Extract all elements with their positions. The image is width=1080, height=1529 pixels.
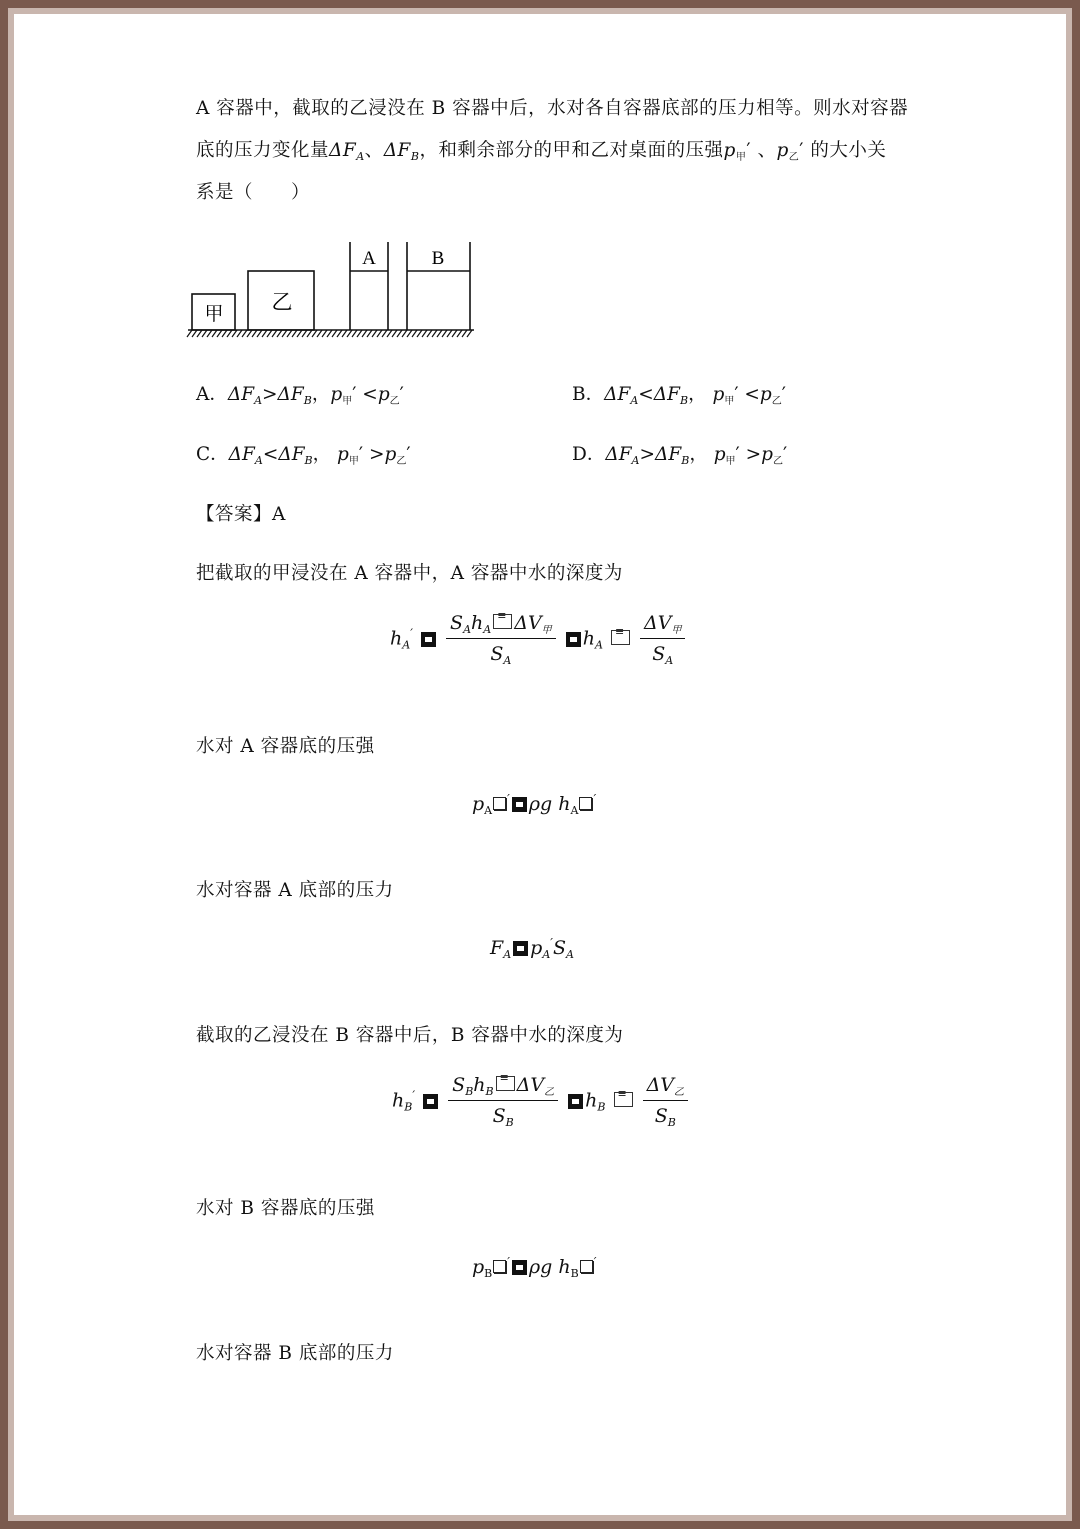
- ground-hatch: [257, 330, 262, 337]
- ground-hatch: [432, 330, 437, 337]
- ground-hatch: [467, 330, 472, 337]
- equation-pb: $p_B'$ ρg $h_B'$: [472, 1255, 597, 1280]
- ground-hatch: [297, 330, 302, 337]
- ground-hatch: [412, 330, 417, 337]
- ground-hatch: [277, 330, 282, 337]
- missing-glyph-icon: [579, 797, 592, 810]
- ground-hatch: [362, 330, 367, 337]
- solution-line-6: 水对容器 B 底部的压力: [196, 1343, 394, 1364]
- missing-glyph-icon: [580, 1260, 593, 1273]
- equation-pa: $p_A'$ ρg $h_A'$: [472, 792, 597, 817]
- ground-hatch: [462, 330, 467, 337]
- ground-hatch: [197, 330, 202, 337]
- question-line-3: 系是（ ）: [196, 182, 311, 203]
- missing-glyph-icon: [493, 797, 506, 810]
- ground-hatch: [232, 330, 237, 337]
- equals-glyph-icon: [421, 632, 436, 647]
- ground-hatch: [417, 330, 422, 337]
- option-a: A．$\Delta F_A>\Delta F_B$，$p_甲' <p_乙'$: [196, 384, 404, 407]
- ground-hatch: [392, 330, 397, 337]
- equation-hb: $h_B'$ $\frac{S_Bh_B\equiv \Delta V_乙}{S_B}$ $h_B$ ≡ $\frac{\Delta V_乙}{S_B}$: [392, 1074, 690, 1129]
- ground-hatch: [387, 330, 392, 337]
- ground-hatch: [442, 330, 447, 337]
- ground-hatch: [207, 330, 212, 337]
- fraction: $\frac{S_Bh_B\equiv \Delta V_乙}{S_B}$: [448, 1074, 558, 1129]
- plus-glyph-icon: [614, 1092, 633, 1107]
- ground-hatch: [312, 330, 317, 337]
- ground-hatch: [377, 330, 382, 337]
- label-container-b: B: [431, 248, 445, 269]
- fraction: $\frac{S_Ah_A\equiv \Delta V_甲}{S_A}$: [446, 612, 556, 667]
- ground-hatch: [347, 330, 352, 337]
- ground-hatch: [372, 330, 377, 337]
- ground-hatch: [447, 330, 452, 337]
- option-b: B．$\Delta F_A<\Delta F_B$， $p_甲' <p_乙'$: [572, 384, 786, 407]
- ground-hatch: [222, 330, 227, 337]
- equals-glyph-icon: [423, 1094, 438, 1109]
- ground-hatch: [422, 330, 427, 337]
- ground-hatch: [292, 330, 297, 337]
- ground-hatch: [282, 330, 287, 337]
- ground-hatch: [382, 330, 387, 337]
- ground-hatch: [457, 330, 462, 337]
- label-jia: 甲: [204, 303, 224, 325]
- ground-hatch: [262, 330, 267, 337]
- ground-hatch: [192, 330, 197, 337]
- solution-line-4: 截取的乙浸没在 B 容器中后，B 容器中水的深度为: [196, 1025, 624, 1046]
- solution-line-5: 水对 B 容器底的压强: [196, 1198, 375, 1219]
- ground-hatch: [212, 330, 217, 337]
- solution-line-2: 水对 A 容器底的压强: [196, 736, 375, 757]
- ground-hatch: [397, 330, 402, 337]
- fraction: $\frac{\Delta V_乙}{S_B}$: [643, 1074, 688, 1129]
- equals-glyph-icon: [513, 941, 528, 956]
- ground-hatch: [247, 330, 252, 337]
- ground-hatch: [302, 330, 307, 337]
- ground-hatch: [452, 330, 457, 337]
- plus-glyph-icon: [496, 1076, 515, 1091]
- ground-hatch: [342, 330, 347, 337]
- label-container-a: A: [362, 248, 376, 269]
- ground-hatch: [332, 330, 337, 337]
- document-page: [14, 14, 1066, 1515]
- option-c: C．$\Delta F_A<\Delta F_B$， $p_甲' >p_乙'$: [196, 444, 411, 467]
- ground-hatch: [227, 330, 232, 337]
- solution-line-3: 水对容器 A 底部的压力: [196, 880, 394, 901]
- ground-hatch: [237, 330, 242, 337]
- answer-line: 【答案】A: [196, 504, 286, 525]
- ground-hatch: [272, 330, 277, 337]
- question-line-1: A 容器中，截取的乙浸没在 B 容器中后，水对各自容器底部的压力相等。则水对容器: [196, 98, 909, 119]
- ground-hatch: [407, 330, 412, 337]
- ground-hatch: [217, 330, 222, 337]
- ground-hatch: [337, 330, 342, 337]
- ground-hatch: [322, 330, 327, 337]
- ground-hatch: [307, 330, 312, 337]
- ground-hatch: [267, 330, 272, 337]
- ground-hatch: [252, 330, 257, 337]
- equals-glyph-icon: [568, 1094, 583, 1109]
- ground-hatch: [437, 330, 442, 337]
- solution-line-1: 把截取的甲浸没在 A 容器中，A 容器中水的深度为: [196, 563, 623, 584]
- equation-fa: $F_A$ $p_A'S_A$: [490, 936, 574, 961]
- question-line-2: 底的压力变化量$\Delta F_A$、$\Delta F_B$，和剩余部分的甲和乙对桌面的压强$p_甲'$ 、$p_乙'$ 的大小关: [196, 140, 887, 163]
- missing-glyph-icon: [493, 1260, 506, 1273]
- ground-hatch: [402, 330, 407, 337]
- ground-hatch: [242, 330, 247, 337]
- ground-hatch: [317, 330, 322, 337]
- ground-hatch: [357, 330, 362, 337]
- containers-figure: [174, 234, 494, 344]
- ground-hatch: [202, 330, 207, 337]
- label-yi: 乙: [271, 290, 293, 314]
- ground-hatch: [187, 330, 192, 337]
- ground-hatch: [352, 330, 357, 337]
- plus-glyph-icon: [493, 614, 512, 629]
- equals-glyph-icon: [512, 797, 527, 812]
- fraction: $\frac{\Delta V_甲}{S_A}$: [640, 612, 685, 667]
- equals-glyph-icon: [512, 1260, 527, 1275]
- ground-hatch: [287, 330, 292, 337]
- ground-hatch: [427, 330, 432, 337]
- equation-ha: $h_A'$ $\frac{S_Ah_A\equiv \Delta V_甲}{S_A}$ $h_A$ ≡ $\frac{\Delta V_甲}{S_A}$: [390, 612, 687, 667]
- plus-glyph-icon: [611, 630, 630, 645]
- ground-hatch: [367, 330, 372, 337]
- option-d: D．$\Delta F_A>\Delta F_B$， $p_甲' >p_乙'$: [572, 444, 788, 467]
- equals-glyph-icon: [566, 632, 581, 647]
- ground-hatch: [327, 330, 332, 337]
